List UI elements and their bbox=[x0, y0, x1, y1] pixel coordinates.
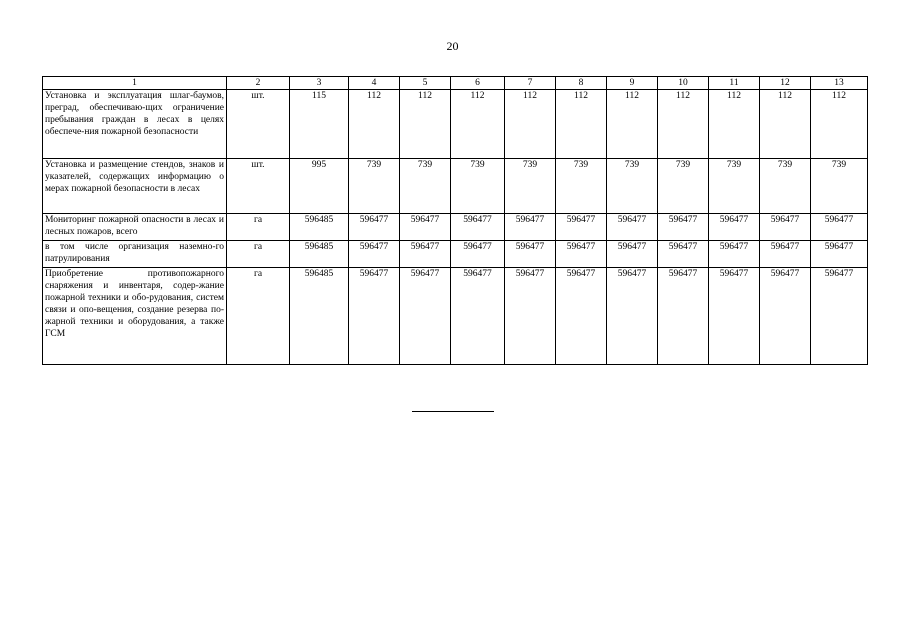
table-cell-value: 596477 bbox=[760, 214, 811, 241]
table-cell-value: 596477 bbox=[811, 214, 868, 241]
table-cell-value: 596477 bbox=[451, 241, 505, 268]
table-cell-value: 596477 bbox=[400, 268, 451, 365]
table-cell-value: 112 bbox=[505, 90, 556, 159]
table-cell-value: 596477 bbox=[658, 241, 709, 268]
table-cell-value: 596485 bbox=[290, 268, 349, 365]
table-cell-value: 596477 bbox=[451, 214, 505, 241]
table-cell-value: 596477 bbox=[349, 214, 400, 241]
column-header: 2 bbox=[227, 77, 290, 90]
table-cell-value: 596477 bbox=[709, 241, 760, 268]
table-cell-value: 112 bbox=[709, 90, 760, 159]
table-cell-value: 739 bbox=[658, 159, 709, 214]
table-cell-value: 995 bbox=[290, 159, 349, 214]
row-unit: га bbox=[227, 268, 290, 365]
table-cell-value: 739 bbox=[811, 159, 868, 214]
row-unit: шт. bbox=[227, 90, 290, 159]
column-header: 6 bbox=[451, 77, 505, 90]
table-cell-value: 739 bbox=[760, 159, 811, 214]
table-cell-value: 596477 bbox=[451, 268, 505, 365]
table-cell-value: 739 bbox=[556, 159, 607, 214]
column-header: 10 bbox=[658, 77, 709, 90]
table-cell-value: 596477 bbox=[658, 214, 709, 241]
table-cell-value: 596477 bbox=[400, 214, 451, 241]
table-cell-value: 112 bbox=[556, 90, 607, 159]
table-cell-value: 596477 bbox=[811, 241, 868, 268]
table-cell-value: 596477 bbox=[760, 268, 811, 365]
page-number: 20 bbox=[446, 39, 459, 53]
column-header: 9 bbox=[607, 77, 658, 90]
table-cell-value: 115 bbox=[290, 90, 349, 159]
table-cell-value: 596477 bbox=[349, 268, 400, 365]
row-unit: га bbox=[227, 214, 290, 241]
table-cell-value: 596477 bbox=[760, 241, 811, 268]
table-cell-value: 596485 bbox=[290, 214, 349, 241]
table-cell-value: 596477 bbox=[607, 241, 658, 268]
table-cell-value: 596477 bbox=[607, 268, 658, 365]
data-table bbox=[42, 76, 868, 365]
table-cell-value: 596477 bbox=[505, 214, 556, 241]
row-unit: га bbox=[227, 241, 290, 268]
table-cell-value: 739 bbox=[505, 159, 556, 214]
table-header-row bbox=[43, 77, 868, 90]
table-cell-value: 112 bbox=[451, 90, 505, 159]
row-description: Установка и размещение стендов, знаков и указателей, содержащих информацию о мерах пожарной безопасности в лесах bbox=[43, 159, 227, 214]
table-cell-value: 596477 bbox=[658, 268, 709, 365]
table-cell-value: 596477 bbox=[811, 268, 868, 365]
table-cell-value: 739 bbox=[709, 159, 760, 214]
table-cell-value: 112 bbox=[658, 90, 709, 159]
row-description: в том числе организация наземно-го патрулирования bbox=[43, 241, 227, 268]
table-cell-value: 739 bbox=[349, 159, 400, 214]
table-cell-value: 596477 bbox=[505, 241, 556, 268]
row-unit: шт. bbox=[227, 159, 290, 214]
table-cell-value: 596477 bbox=[349, 241, 400, 268]
column-header: 11 bbox=[709, 77, 760, 90]
table-cell-value: 596477 bbox=[556, 214, 607, 241]
table-cell-value: 596477 bbox=[505, 268, 556, 365]
table-body bbox=[43, 90, 868, 365]
table-cell-value: 596477 bbox=[556, 241, 607, 268]
table-cell-value: 596477 bbox=[709, 214, 760, 241]
row-description: Установка и эксплуатация шлаг-баумов, преград, обеспечиваю-щих ограничение пребывания граждан в лесах в целях обеспече-ния пожарной безопасности bbox=[43, 90, 227, 159]
table-cell-value: 739 bbox=[400, 159, 451, 214]
column-header: 4 bbox=[349, 77, 400, 90]
table-cell-value: 596477 bbox=[607, 214, 658, 241]
table-cell-value: 739 bbox=[451, 159, 505, 214]
column-header: 13 bbox=[811, 77, 868, 90]
table-cell-value: 596485 bbox=[290, 241, 349, 268]
table-cell-value: 112 bbox=[607, 90, 658, 159]
table-cell-value: 596477 bbox=[556, 268, 607, 365]
column-header: 8 bbox=[556, 77, 607, 90]
table-cell-value: 112 bbox=[760, 90, 811, 159]
row-description: Приобретение противопожарного снаряжения и инвентаря, содер-жание пожарной техники и обо-рудования, систем связи и опо-вещения, создание резерва по-жарной техники и оборудования, а также ГСМ bbox=[43, 268, 227, 365]
table-row bbox=[43, 214, 868, 241]
closing-rule bbox=[412, 411, 494, 412]
column-header: 7 bbox=[505, 77, 556, 90]
table-row bbox=[43, 241, 868, 268]
table-cell-value: 112 bbox=[811, 90, 868, 159]
column-header: 5 bbox=[400, 77, 451, 90]
column-header: 12 bbox=[760, 77, 811, 90]
table-row bbox=[43, 90, 868, 159]
table-cell-value: 596477 bbox=[709, 268, 760, 365]
table-cell-value: 112 bbox=[400, 90, 451, 159]
row-description: Мониторинг пожарной опасности в лесах и лесных пожаров, всего bbox=[43, 214, 227, 241]
table-cell-value: 739 bbox=[607, 159, 658, 214]
column-header: 1 bbox=[43, 77, 227, 90]
table-cell-value: 596477 bbox=[400, 241, 451, 268]
column-header: 3 bbox=[290, 77, 349, 90]
table-row bbox=[43, 268, 868, 365]
table-cell-value: 112 bbox=[349, 90, 400, 159]
table-row bbox=[43, 159, 868, 214]
